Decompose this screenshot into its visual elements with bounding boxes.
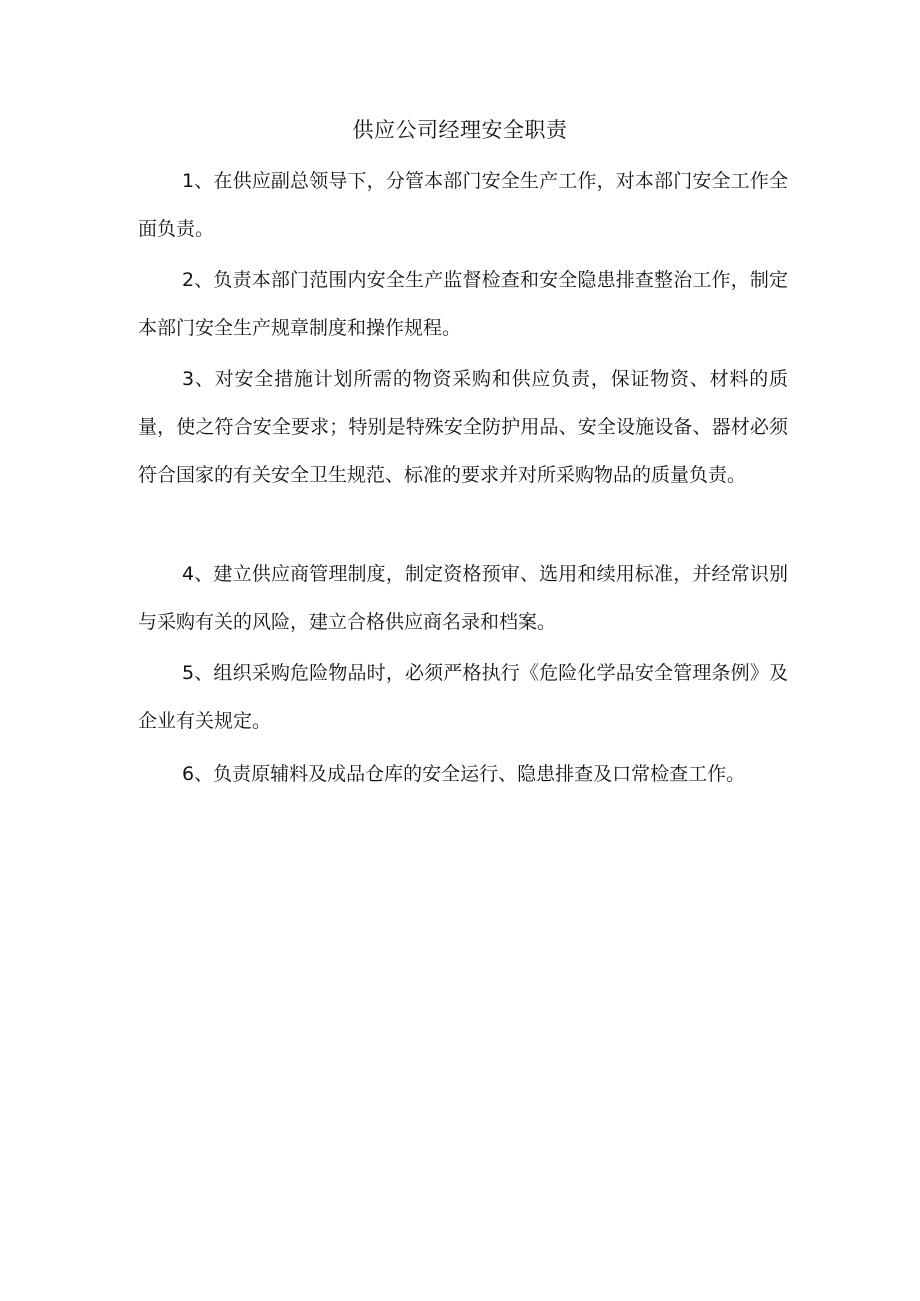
paragraph-5: 5、组织采购危险物品时，必须严格执行《危险化学品安全管理条例》及企业有关规定。: [138, 662, 788, 732]
paragraph-6: 6、负责原辅料及成品仓库的安全运行、隐患排查及口常检查工作。: [182, 763, 746, 785]
document-title: 供应公司经理安全职责: [352, 118, 568, 142]
paragraph-4: 4、建立供应商管理制度，制定资格预审、选用和续用标准，并经常识别与采购有关的风险，建立合格供应商名录和档案。: [138, 563, 788, 633]
paragraph-1: 1、在供应副总领导下，分管本部门安全生产工作，对本部门安全工作全面负责。: [138, 170, 788, 240]
paragraph-3: 3、对安全措施计划所需的物资采购和供应负责，保证物资、材料的质量，使之符合安全要求；特别是特殊安全防护用品、安全设施设备、器材必须符合国家的有关安全卫生规范、标准的要求并对所采购物品的质量负责。: [138, 368, 788, 486]
paragraph-2: 2、负责本部门范围内安全生产监督检查和安全隐患排查整治工作，制定本部门安全生产规章制度和操作规程。: [138, 269, 788, 339]
